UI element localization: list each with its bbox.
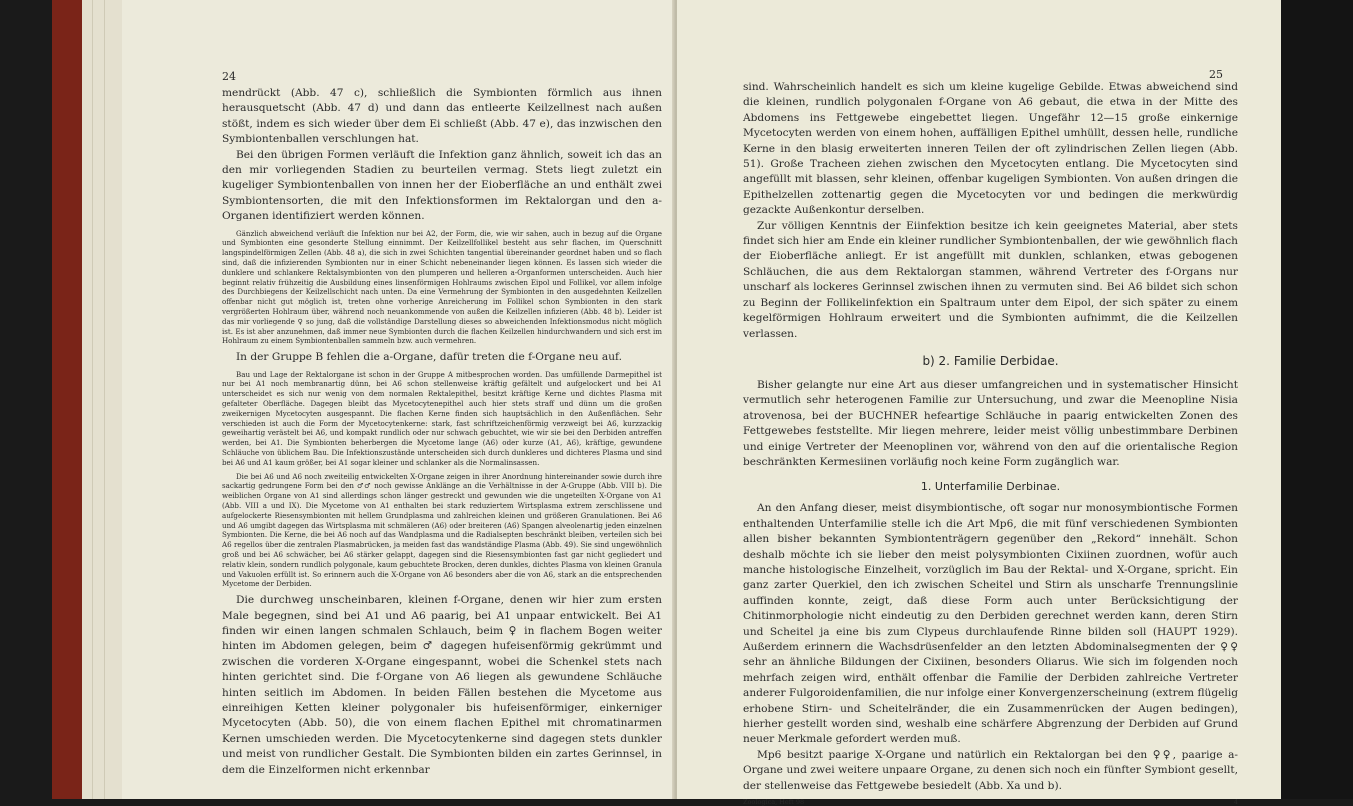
paragraph: Mp6 besitzt paarige X-Organe und natürlich ein Rektalorgan bei den ♀♀, paarige a-Organe und zwei weitere unpaare Organe, zu denen sich noch ein fünfter Symbiont gesellt, der stellenweise das Fettgewebe besiedelt (Abb. Xa und b). — [743, 748, 1238, 792]
small-print-paragraph: Bau und Lage der Rektalorgane ist schon in der Gruppe A mitbesprochen worden. Das umfüllende Darmepithel ist nur bei A1 noch membranartig dünn, bei A6 schon stellenweise kräftig gefältelt und aufgelockert und bei A1 unterscheidet es sich nur wenig von dem normalen Rektalepithel, besitzt kräftige Kerne und dichtes Plasma mit gefalteter Oberfläche. Dagegen bleibt das Mycetocytenepithel auch hier stets straff und dünn um die großen zweikernigen Mycetocyten ausgespannt. Die flachen Kerne finden sich hauptsächlich in den Außenflächen. Sehr verschieden ist auch die Form der Mycetocytenkerne: stark, fast schriftzeichenförmig verzweigt bei A6, kurzzackig geweihartig verästelt bei A6, und kompakt rundlich oder nur schwach gebuchtet, wie wir sie bei den Derbiden antreffen werden, bei A1. Die Symbionten beherbergen die Mycetome lange (A6) oder kurze (A1, A6), kräftige, gewundene Schläuche von üblichem Bau. Die Infektionszustände unterscheiden sich durch dunkleres und dichteres Plasma und sind bei A6 und A1 kaum größer, bei A1 sogar kleiner und schlanker als die Normalinsassen. — [222, 369, 662, 467]
page-stack-line — [92, 0, 93, 799]
left-page — [122, 0, 675, 799]
footer-signature: 4 — [1233, 798, 1238, 806]
page-stack-line — [104, 0, 105, 799]
background-rim — [1281, 0, 1353, 799]
right-page-column — [743, 80, 1238, 806]
paragraph: sind. Wahrscheinlich handelt es sich um kleine kugelige Gebilde. Etwas abweichend sind die kleinen, rundlich polygonalen f-Organe von A6 gebaut, die etwa in der Mitte des Abdomens ins Fettgewebe eingebettet liegen. Ungefähr 12—15 große einkernige Mycetocyten werden von einem hohen, auffälligen Epithel umhüllt, dessen helle, rundliche Kerne in den blasig erweiterten inneren Teilen der oft zylindrischen Zellen liegen (Abb. 51). Große Tracheen ziehen zwischen den Mycetocyten entlang. Die Mycetocyten sind angefüllt mit blassen, sehr kleinen, offenbar kugeligen Symbionten. Von außen dringen die Epithelzellen zottenartig gegen die Mycetocyten vor und bedingen die merkwürdig gezackte Außenkontur derselben. — [743, 81, 1238, 217]
paragraph: mendrückt (Abb. 47 c), schließlich die Symbionten förmlich aus ihnen herausquetscht (Abb. 47 d) und dann das entleerte Keilzellnest nach außen stößt, indem es sich wieder über dem Ei schließt (Abb. 47 e), das inzwischen den Symbiontenballen verschlungen hat. — [222, 87, 662, 146]
paragraph: Bei den übrigen Formen verläuft die Infektion ganz ähnlich, soweit ich das an den mir vorliegenden Stadien zu beurteilen vermag. Stets liegt zuletzt ein kugeliger Symbiontenballen von innen her der Eioberfläche an und enthält zwei Symbiontensorten, die mit den Infektionsformen im Rektalorgan und den a-Organen identifiziert werden können. — [222, 148, 662, 223]
footer-journal: Zoologica, Heft 98 — [743, 798, 805, 806]
paragraph: An den Anfang dieser, meist disymbiontische, oft sogar nur monosymbiontische Formen enthaltenden Unterfamilie stelle ich die Art Mp6, die mit fünf verschiedenen Symbionten allen bisher bekannten Symbiontenträgern gegenüber den „Rekord“ innehält. Schon deshalb möchte ich sie lieber den meist polysymbionten Cixiinen zuordnen, wofür auch manche histologische Einzelheit, vorzüglich im Bau der Rektal- und X-Organe, spricht. Ein ganz zarter Querkiel, den ich zwischen Scheitel und Stirn als unscharfe Trennungslinie auffinden konnte, zeigt, daß diese Form auch unter Berücksichtigung der Chitinmorphologie nicht eindeutig zu den Derbiden gerechnet werden kann, deren Stirn und Scheitel ja eine bis zum Clypeus durchlaufende Rinne bilden soll (HAUPT 1929). Außerdem erinnern die Wachsdrüsenfelder an den letzten Abdominalsegmenten der ♀♀ sehr an ähnliche Bildungen der Cixiinen, besonders Oliarus. Wie sich im folgenden noch mehrfach zeigen wird, enthält offenbar die Familie der Derbiden zahlreiche Vertreter anderer Fulgoroidenfamilien, die nur infolge einer Konvergenzerscheinung (extrem flügelig erhobene Stirn- und Scheitelränder, die ein Zusammenrücken der Augen bedingen), hierher gestellt worden sind, weshalb eine schärfere Abgrenzung der Derbiden auf Grund neuer Merkmale gefordert werden muß. — [743, 502, 1238, 746]
page-number-right: 25 — [1209, 68, 1223, 81]
section-heading: b) 2. Familie Derbidae. — [922, 353, 1059, 368]
book-cover-edge — [52, 0, 82, 799]
page-stack-edge — [82, 0, 123, 799]
small-print-paragraph: Die bei A6 und A6 noch zweiteilig entwickelten X-Organe zeigen in ihrer Anordnung hintereinander sowie durch ihre sackartig gedrungene Form bei den ♂♂ noch gewisse Anklänge an die Verhältnisse in der A-Gruppe (Abb. VIII b). Die weiblichen Organe von A1 sind allerdings schon länger gestreckt und gewunden wie die ungeteilten X-Organe von A1 (Abb. VIII a und IX). Die Mycetome von A1 enthalten bei stark reduziertem Wirtsplasma extrem zerschlissene und aufgelockerte Riesensymbionten mit hellem Grundplasma und zahlreichen kleinen und größeren Granulationen. Bei A6 und A6 umgibt dagegen das Wirtsplasma mit schmäleren (A6) oder breiteren (A6) Spangen alveolenartig jeden einzelnen Symbionten. Die Kerne, die bei A6 noch auf das Wandplasma und die Radialsepten beschränkt bleiben, verteilen sich bei A6 regellos über die zentralen Plasmabrücken, ja meiden fast das wandständige Plasma (Abb. 49). Sie sind ungewöhnlich groß und bei A6 schwächer, bei A6 stärker gelappt, dagegen sind die Riesensymbionten fast gar nicht gegliedert und relativ klein, sondern rundlich polygonale, kaum gebuchtete Brocken, deren dunkles, dichtes Plasma von kleinen Granula und Vakuolen erfüllt ist. So erinnern auch die X-Organe von A6 besonders aber die von A6, stark an die entsprechenden Mycetome der Derbiden. — [222, 471, 662, 589]
small-print-paragraph: Gänzlich abweichend verläuft die Infektion nur bei A2, der Form, die, wie wir sahen, auch in bezug auf die Organe und Symbionten eine gesonderte Stellung einnimmt. Der Keilzellfollikel besteht aus sehr flachen, im Querschnitt langspindelförmigen Zellen (Abb. 48 a), die sich in zwei Schichten tangential übereinander geordnet haben und so flach sind, daß die infizierenden Symbionten nur in einer Schicht nebeneinander liegen können. Es lassen sich wieder die dunklere und schlankere Rektalsymbionten von den plumperen und helleren a-Organformen unterscheiden. Auch hier beginnt relativ frühzeitig die Ausbildung eines linsenförmigen Hohlraums zwischen Eipol und Follikel, vor allem infolge des Durchbiegens der Keilzellschicht nach unten. Da eine Vermehrung der Symbionten in den ausgedehnten Keilzellen offenbar nicht gut möglich ist, treten ohne vorherige Anreicherung im Follikel schon Symbionten in den stark vergrößerten Hohlraum über, während noch neuankommende von außen die Keilzellen infizieren (Abb. 48 b). Leider ist das mir vorliegende ♀ so jung, daß die vollständige Darstellung dieses so abweichenden Infektionsmodus nicht möglich ist. Es ist aber anzunehmen, daß immer neue Symbionten durch die flachen Keilzellen hindurchwandern und sich erst im Hohlraum zu einem Symbiontenballen sammeln bzw. auch vermehren. — [222, 228, 662, 346]
paragraph: In der Gruppe B fehlen die a-Organe, dafür treten die f-Organe neu auf. — [236, 351, 622, 364]
right-page — [677, 0, 1281, 806]
paragraph: Die durchweg unscheinbaren, kleinen f-Organe, denen wir hier zum ersten Male begegnen, sind bei A1 und A6 paarig, bei A1 unpaar entwickelt. Bei A1 finden wir einen langen schmalen Schlauch, beim ♀ in flachem Bogen weiter hinten im Abdomen gelegen, beim ♂ dagegen hufeisenförmig gekrümmt und zwischen die vorderen X-Organe eingespannt, wobei die Schenkel stets nach hinten gerichtet sind. Die f-Organe von A6 liegen als gewundene Schläuche hinten seitlich im Abdomen. In beiden Fällen bestehen die Mycetome aus einreihigen Ketten kleiner polygonaler bis hufeisenförmiger, einkerniger Mycetocyten (Abb. 50), die von einem flachen Epithel mit chromatinarmen Kernen umschieden werden. Die Mycetocytenkerne sind dagegen stets dunkler und meist von rundlicher Gestalt. Die Symbionten bilden ein zartes Gerinnsel, in dem die Einzelformen nicht erkennbar — [222, 594, 662, 776]
page-number-left: 24 — [222, 70, 236, 83]
page-footer — [743, 798, 1238, 806]
paragraph: Bisher gelangte nur eine Art aus dieser umfangreichen und in systematischer Hinsicht vermutlich sehr heterogenen Familie zur Untersuchung, und zwar die Meenopline Nisia atrovenosa, bei der BUCHNER hefeartige Schläuche in paarig entwickelten Zonen des Fettgewebes feststellte. Mir liegen mehrere, leider meist völlig unbestimmbare Derbinen und einige Vertreter der Meenoplinen vor, während von den auf die orientalische Region beschränkten Kermesiinen vorläufig noch keine Form zugänglich war. — [743, 378, 1238, 468]
left-page-column — [222, 86, 662, 778]
paragraph: Zur völligen Kenntnis der Eiinfektion besitze ich kein geeignetes Material, aber stets findet sich hier am Ende ein kleiner rundlicher Symbiontenballen, der wie gewöhnlich flach der Eioberfläche anliegt. Er ist angefüllt mit dunklen, schlanken, etwas gebogenen Schläuchen, die aus dem Rektalorgan stammen, während Vertreter des f-Organs nur unscharf als lockeres Gerinnsel zwischen ihnen zu vermuten sind. Bei A6 bildet sich schon zu Beginn der Follikelinfektion ein Spaltraum unter dem Eipol, der sich später zu einem kegelförmigen Hohlraum erweitert und die Symbionten aufnimmt, die die Keilzellen verlassen. — [743, 219, 1238, 340]
subsection-heading: 1. Unterfamilie Derbinae. — [920, 480, 1061, 494]
